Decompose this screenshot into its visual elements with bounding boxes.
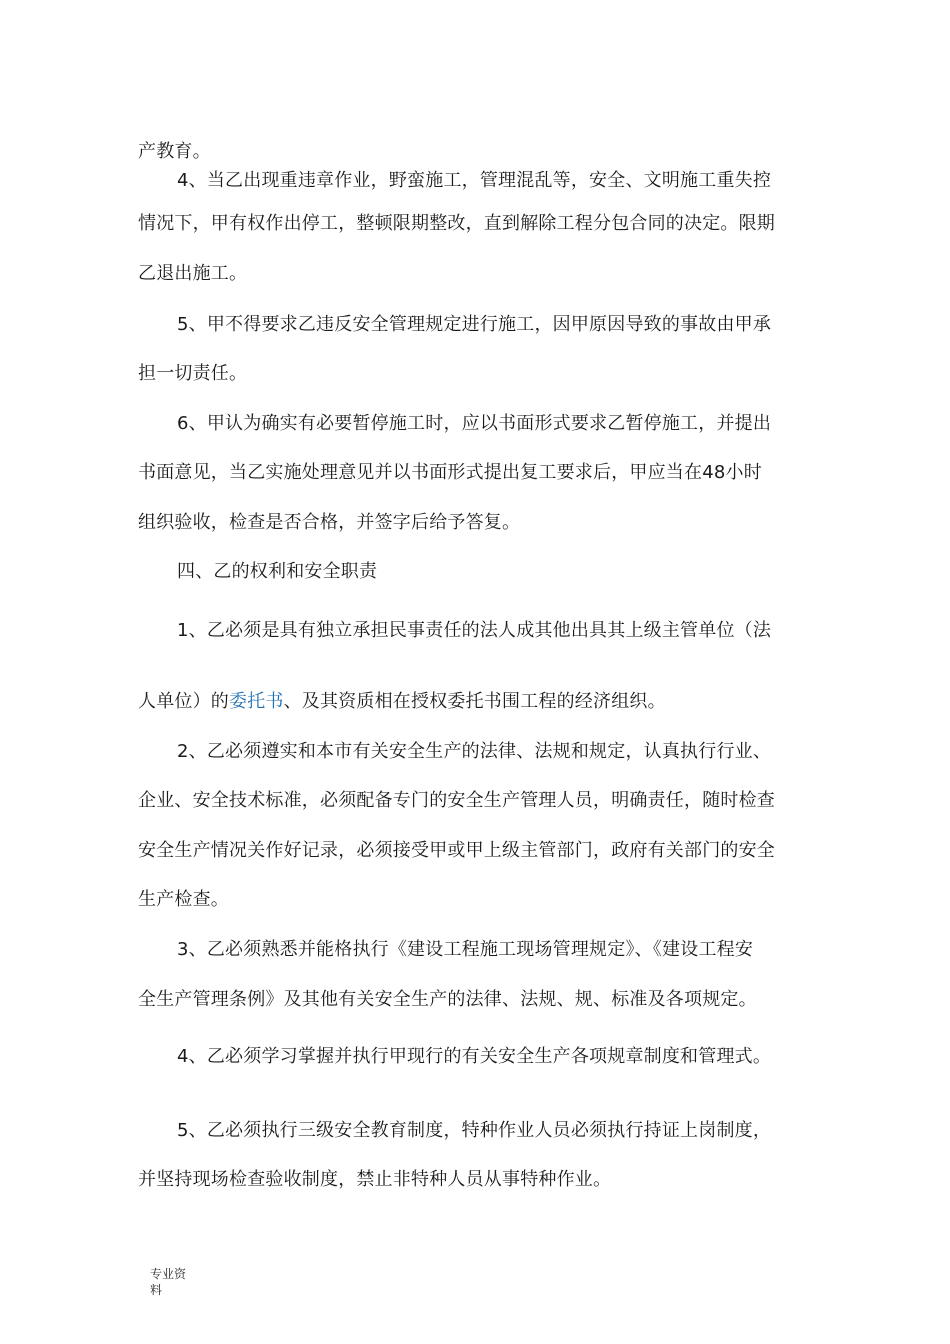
text-line: 5、乙必须执行三级安全教育制度，特种作业人员必须执行持证上岗制度，: [177, 1120, 772, 1141]
text-line: 全生产管理条例》及其他有关安全生产的法律、法规、规、标准及各项规定。: [138, 989, 757, 1010]
text-segment: 人单位）的: [138, 691, 229, 712]
text-line: 产教育。: [138, 141, 211, 162]
text-line: 书面意见，当乙实施处理意见并以书面形式提出复工要求后，甲应当在48小时: [138, 462, 762, 483]
text-line: 企业、安全技术标准，必须配备专门的安全生产管理人员，明确责任，随时检查: [138, 790, 775, 811]
text-line: 担一切责任。: [138, 363, 248, 384]
text-line: 1、乙必须是具有独立承担民事责任的法人成其他出具其上级主管单位（法: [177, 620, 772, 641]
text-line: 乙退出施工。: [138, 263, 248, 284]
text-line: 并坚持现场检查验收制度，禁止非特种人员从事特种作业。: [138, 1169, 612, 1190]
text-line: 生产检查。: [138, 889, 229, 910]
text-line: 4、乙必须学习掌握并执行甲现行的有关安全生产各项规章制度和管理式。: [177, 1046, 772, 1067]
footer-text: 专业资: [150, 1267, 187, 1281]
text-line: 5、甲不得要求乙违反安全管理规定进行施工，因甲原因导致的事故由甲承: [177, 314, 772, 335]
text-line: 组织验收，检查是否合格，并签字后给予答复。: [138, 512, 521, 533]
section-heading: 四、乙的权利和安全职责: [177, 561, 378, 582]
text-line: 安全生产情况关作好记录，必须接受甲或甲上级主管部门，政府有关部门的安全: [138, 840, 775, 861]
page-footer: [150, 1266, 186, 1298]
text-segment: 、及其资质相在授权委托书围工程的经济组织。: [283, 691, 666, 712]
entrust-letter-link[interactable]: 委托书: [229, 691, 284, 712]
footer-text: 料: [150, 1283, 163, 1297]
text-line-with-link: [138, 690, 666, 714]
text-line: 6、甲认为确实有必要暂停施工时，应以书面形式要求乙暂停施工，并提出: [177, 413, 772, 434]
text-line: 3、乙必须熟悉并能格执行《建设工程施工现场管理规定》、《建设工程安: [177, 939, 754, 960]
text-line: 4、当乙出现重违章作业，野蛮施工，管理混乱等，安全、文明施工重失控: [177, 170, 772, 191]
text-line: 2、乙必须遵实和本市有关安全生产的法律、法规和规定，认真执行行业、: [177, 741, 772, 762]
text-line: 情况下，甲有权作出停工，整顿限期整改，直到解除工程分包合同的决定。限期: [138, 213, 775, 234]
